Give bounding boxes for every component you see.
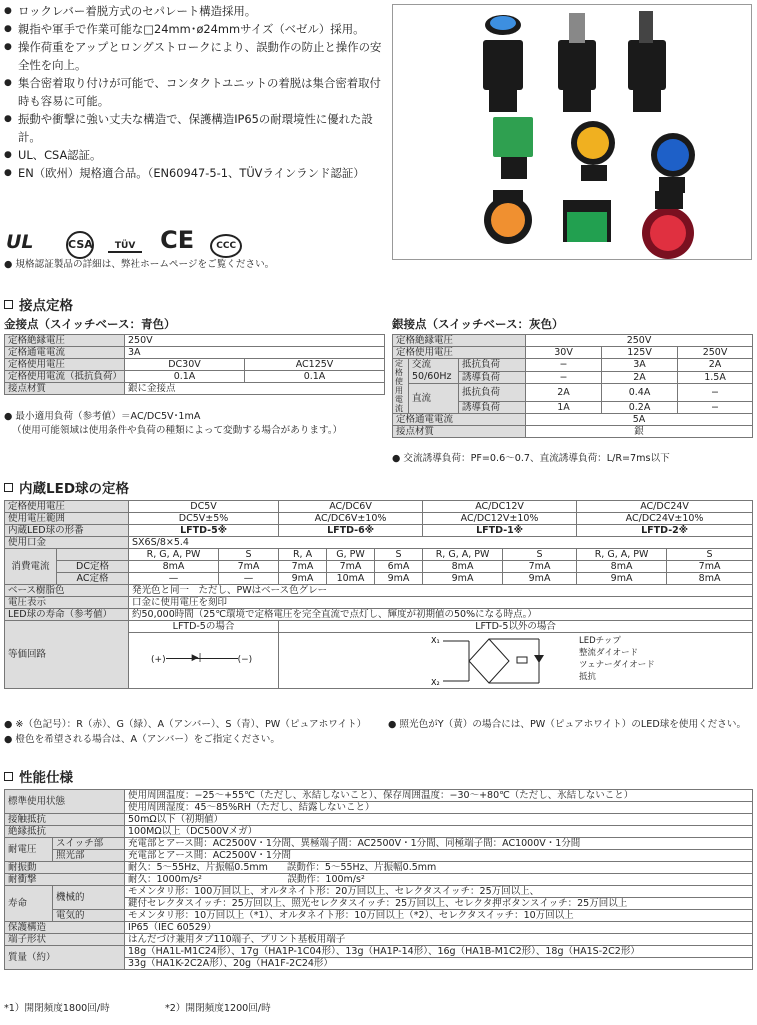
section-title-led: 内蔵LED球の定格 (4, 477, 129, 497)
led-note: ● 照光色がY（黄）の場合には、PW（ピュアホワイト）のLED球を使用ください。 (388, 719, 747, 730)
silver-contact-title: 銀接点（スイッチベース：灰色） (392, 317, 564, 331)
led-note: ● 橙色を希望される場合は、A（アンバー）をご指定ください。 (4, 734, 280, 745)
feature-item: ● ロックレバー着脱方式のセパレート構造採用。 (4, 2, 389, 20)
circuit-led5: (+) ▶| (−) (151, 653, 253, 665)
bridge-circuit-icon (429, 633, 559, 689)
gold-note: （使用可能領域は使用条件や負荷の種類によって変動する場合があります。） (12, 425, 343, 436)
led-table: 定格使用電圧 DC5V AC/DC6V AC/DC12V AC/DC24V 使用電圧範囲 DC5V±5% AC/DC6V±10% AC/DC12V±10% AC/DC24V±10% 内蔵LED球の形番 LFTD-5※ LFTD-6※ LFTD-1※ LFTD-2※ 使用口金 SX6S/8×5.4 消費電流 R, G, A, PW S R, A G, PW S R, G, A, PW S R, G, A, PW S DC定格 8mA 7mA 7mA 7mA 6mA 8mA 7mA 8mA 7mA AC定格 — — 9mA 10mA 9mA 9mA 9mA 9mA 8mA ベース樹脂色 発光色と同一 ただし、PWはベース色グレー 電圧表示 口金に使用電圧を刻印 LED球の寿命（参考値） 約50,000時間（25℃環境で定格電圧を完全直流で点灯し、輝度が初期値の50%になる時点。） 等価回路 LFTD-5の場合 LFTD-5以外の場合 (+) ▶| (−) X₁ X₂ LEDチップ 整流ダイオード ツェナーダイオード 抵抗 (4, 500, 753, 689)
product-photo (392, 4, 752, 260)
gold-contact-title: 金接点（スイッチベース：青色） (4, 317, 176, 331)
led-note: ● ※（色記号）：R（赤）、G（緑）、A（アンバー）、S（青）、PW（ピュアホワイト） (4, 719, 367, 730)
circuit-bridge (429, 633, 559, 689)
feature-item: ● 集合密着取り付けが可能で、コンタクトユニットの着脱は集合密着取付時も容易に可能。 (4, 74, 389, 110)
svg-text:X₂: X₂ (431, 678, 440, 687)
feature-item: ● 親指や軍手で作業可能な□24mm･ø24mmサイズ（ベゼル）採用。 (4, 20, 384, 38)
feature-item: ● EN（欧州）規格適合品。（EN60947-5-1、TÜVラインランド認証） (4, 164, 389, 182)
silver-note: ● 交流誘導負荷：PF=0.6〜0.7、直流誘導負荷：L/R=7ms以下 (392, 453, 670, 464)
cert-note: ● 規格認証製品の詳細は、弊社ホームページをご覧ください。 (4, 259, 275, 270)
certification-marks (6, 226, 242, 259)
section-title-contact: 接点定格 (4, 294, 73, 314)
tuv-mark-icon: TÜV (108, 241, 142, 253)
csa-mark-icon: CSA (66, 231, 94, 259)
circuit-legend: LEDチップ 整流ダイオード ツェナーダイオード 抵抗 (579, 636, 655, 682)
svg-text:X₁: X₁ (431, 636, 440, 645)
feature-item: ● 振動や衝撃に強い丈夫な構造で、保護構造IP65の耐環境性に優れた設計。 (4, 110, 389, 146)
performance-table: 標準使用状態 使用周囲温度：−25〜+55℃（ただし、氷結しないこと）、保存周囲温度：−30〜+80℃（ただし、氷結しないこと） 使用周囲湿度：45〜85%RH（ただし、結露しないこと） 接触抵抗 50mΩ以下（初期値） 絶縁抵抗 100MΩ以上（DC500Vメガ） 耐電圧 スイッチ部 充電部とアース間：AC2500V・1分間、異極端子間：AC2500V・1分間、同極端子間：AC1000V・1分間 照光部 充電部とアース間：AC2500V・1分間 耐振動 耐久：5〜55Hz、片振幅0.5mm 誤動作：5〜55Hz、片振幅0.5mm 耐衝撃 耐久：1000m/s² 誤動作：100m/s² 寿命 機械的 モメンタリ形：100万回以上、オルタネイト形：20万回以上、セレクタスイッチ：25万回以上、 鍵付セレクタスイッチ：25万回以上、照光セレクタスイッチ：25万回以上、セレクタ押ボタンスイッチ：25万回以上 電気的 モメンタリ形：10万回以上（*1）、オルタネイト形：10万回以上（*2）、セレクタスイッチ：10万回以上 保護構造 IP65（IEC 60529） 端子形状 はんだづけ兼用タブ110端子、プリント基板用端子 質量（約） 18g（HA1L-M1C24形）、17g（HA1P-1C04形）、13g（HA1P-14形）、16g（HA1B-M1C2形）、18g（HA1S-2C2形） 33g（HA1K-2C2A形）、20g（HA1F-2C24形） (4, 789, 753, 970)
feature-list (4, 2, 389, 182)
silver-contact-table: 定格絶縁電圧 250V 定格使用電圧 30V 125V 250V 定格使用電流 交流 50/60Hz 抵抗負荷 − 3A 2A 誘導負荷 − 2A 1.5A 直流 抵抗負荷 2A 0.4A − 誘導負荷 1A 0.2A − 定格通電電流 5A 接点材質 銀 (392, 334, 753, 438)
ce-mark-icon: CE (160, 226, 195, 254)
gold-contact-table: 定格絶縁電圧 250V 定格通電電流 3A 定格使用電圧 DC30V AC125V 定格使用電流（抵抗負荷） 0.1A 0.1A 接点材質 銀に金接点 (4, 334, 385, 395)
section-title-performance: 性能仕様 (4, 766, 73, 786)
footnote: *2）開閉頻度1200回/時 (165, 1003, 271, 1014)
feature-item: ● UL、CSA認証。 (4, 146, 389, 164)
gold-note: ● 最小適用負荷（参考値）＝AC/DC5V･1mA (4, 411, 201, 422)
footnote: *1）開閉頻度1800回/時 (4, 1003, 110, 1014)
ccc-mark-icon: CCC (210, 234, 242, 258)
feature-item: ● 操作荷重をアップとロングストロークにより、誤動作の防止と操作の安全性を向上。 (4, 38, 389, 74)
switch-illustration-icon (393, 5, 752, 260)
ul-mark-icon: UL (6, 231, 34, 253)
